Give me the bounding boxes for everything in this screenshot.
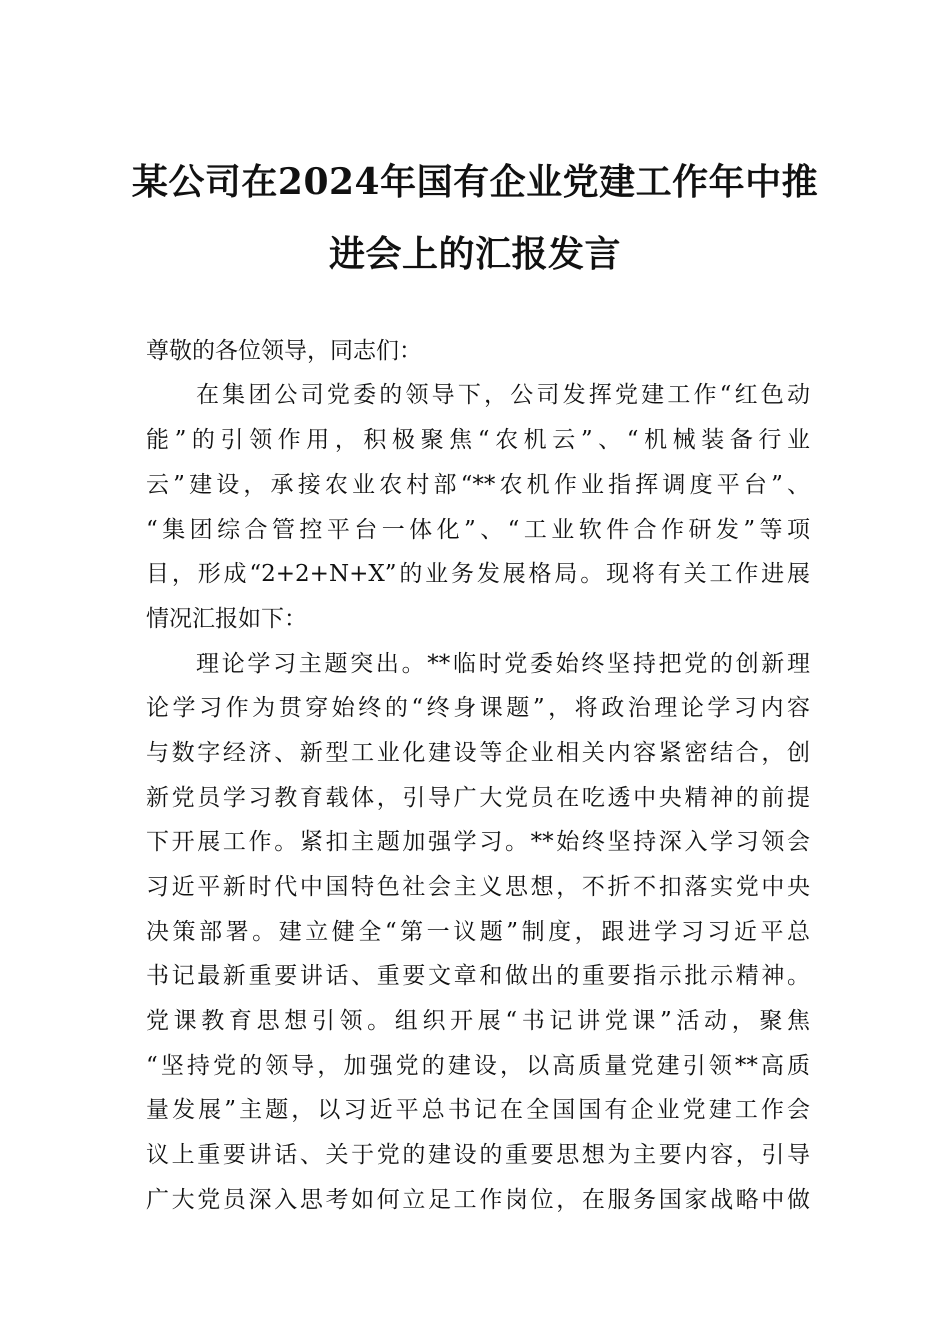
paragraph-line: 能”的引领作用，积极聚焦“农机云”、“机械装备行业 [146,427,810,453]
paragraph-line: 云”建设，承接农业农村部“**农机作业指挥调度平台”、 [146,472,810,498]
salutation: 尊敬的各位领导，同志们： [146,338,422,364]
paragraph-line: 理论学习主题突出。**临时党委始终坚持把党的创新理 [196,651,810,677]
paragraph-line: 党课教育思想引领。组织开展“书记讲党课”活动，聚焦 [146,1008,810,1034]
paragraph-line: 论学习作为贯穿始终的“终身课题”，将政治理论学习内容 [146,695,810,721]
paragraph-line: 议上重要讲话、关于党的建设的重要思想为主要内容，引导 [146,1142,810,1168]
paragraph-line: 与数字经济、新型工业化建设等企业相关内容紧密结合，创 [146,740,810,766]
paragraph-line: 情况汇报如下： [146,606,307,632]
document-title-line-2: 进会上的汇报发言 [328,233,621,275]
paragraph-line: 目，形成“2+2+N+X”的业务发展格局。现将有关工作进展 [146,561,810,587]
paragraph-line: 广大党员深入思考如何立足工作岗位，在服务国家战略中做 [146,1187,810,1213]
document-title-line-1: 某公司在2024年国有企业党建工作年中推 [131,161,819,203]
paragraph-line: 习近平新时代中国特色社会主义思想，不折不扣落实党中央 [146,874,810,900]
paragraph-line: 决策部署。建立健全“第一议题”制度，跟进学习习近平总 [146,919,810,945]
paragraph-line: 在集团公司党委的领导下，公司发挥党建工作“红色动 [196,382,810,408]
paragraph-line: 量发展”主题，以习近平总书记在全国国有企业党建工作会 [146,1097,810,1123]
paragraph-line: “集团综合管控平台一体化”、“工业软件合作研发”等项 [146,517,810,543]
paragraph-line: 书记最新重要讲话、重要文章和做出的重要指示批示精神。 [146,963,810,989]
paragraph-line: 下开展工作。紧扣主题加强学习。**始终坚持深入学习领会 [146,829,810,855]
paragraph-line: 新党员学习教育载体，引导广大党员在吃透中央精神的前提 [146,785,810,811]
paragraph-line: “坚持党的领导，加强党的建设，以高质量党建引领**高质 [146,1053,810,1079]
